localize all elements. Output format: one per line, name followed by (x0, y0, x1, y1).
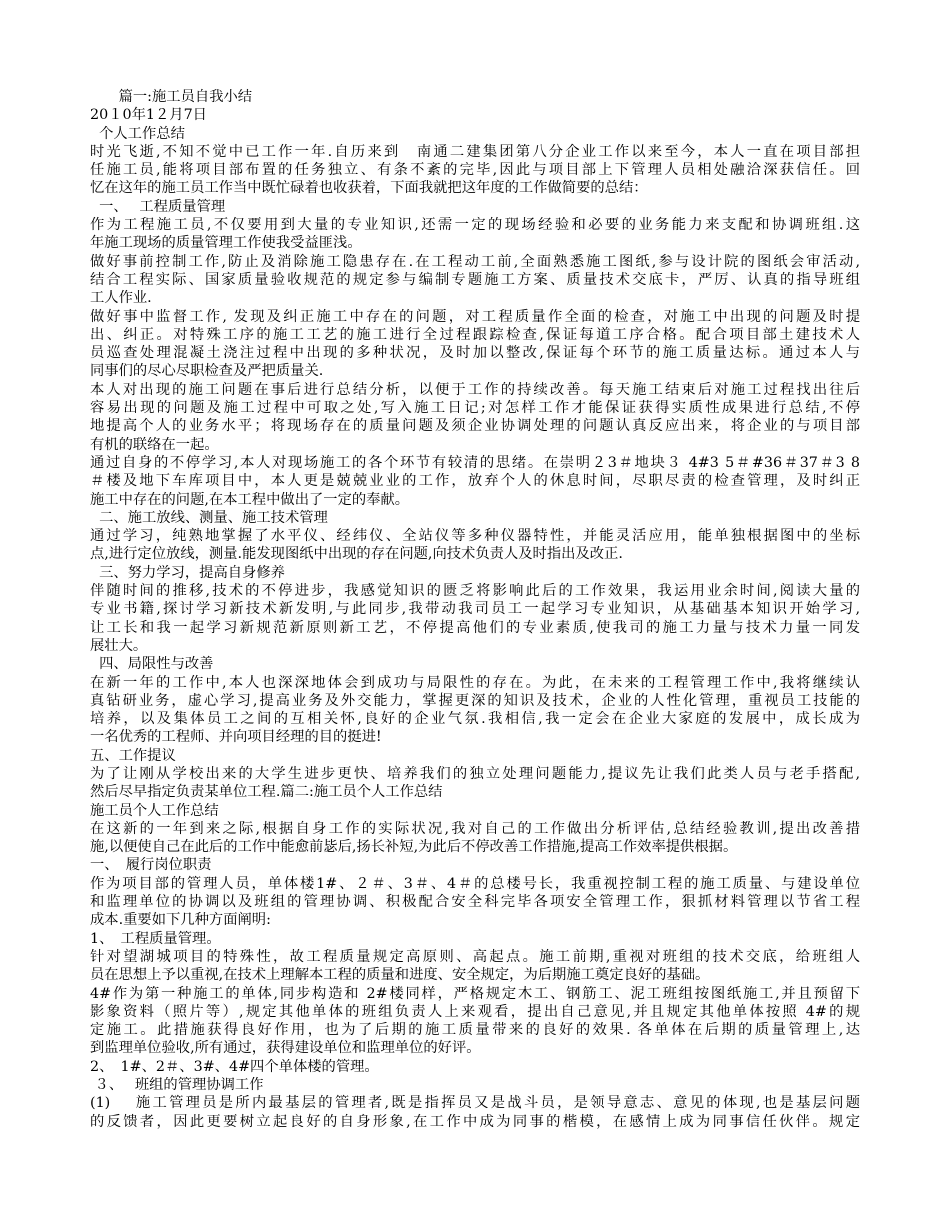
text-line: 员巡查处理混凝土浇注过程中出现的多种状况，及时加以整改,保证每个环节的施工质量达标。通过本人与 (90, 345, 860, 362)
text-line: 1、 工程质量管理。 (90, 930, 221, 947)
text-line: 地提高个人的业务水平；将现场存在的质量问题及须企业协调处理的问题认真反应出来，将企业的与项目部 (90, 418, 860, 435)
text-line: 四、局限性与改善 (90, 656, 214, 673)
text-line: 培养，以及集体员工之间的互相关怀,良好的企业气氛.我相信,我一定会在企业大家庭的发展中，成长成为 (90, 711, 860, 728)
text-line: 为了让刚从学校出来的大学生进步更快、培养我们的独立处理问题能力,提议先让我们此类人员与老手搭配, (90, 765, 860, 782)
text-line: 本人对出现的施工问题在事后进行总结分析，以便于工作的持续改善。每天施工结束后对施工过程找出往后 (90, 381, 860, 398)
text-line: 一名优秀的工程师、并向项目经理的目的挺进! (90, 729, 382, 746)
text-line: 忆在这年的施工员工作当中既忙碌着也收获着，下面我就把这年度的工作做简要的总结： (90, 180, 648, 197)
text-line: 工人作业. (90, 290, 152, 307)
text-line: 的反馈者，因此更要树立起良好的自身形象,在工作中成为同事的楷模，在感情上成为同事信任伙伴。规定 (90, 1113, 860, 1130)
text-line: 三、努力学习，提高自身修养 (90, 564, 285, 581)
text-line: 和监理单位的协调以及班组的管理协调、积极配合安全科完毕各项安全管理工作，狠抓材料管理以节省工程 (90, 894, 860, 911)
text-line: 容易出现的问题及施工过程中可取之处,写入施工日记;对怎样工作才能保证获得实质性成果进行总结,不停 (90, 400, 860, 417)
text-line: 到监理单位验收,所有通过，获得建设单位和监理单位的好评。 (90, 1040, 481, 1057)
text-line: 一、 履行岗位职责 (90, 857, 212, 874)
text-line: 年施工现场的质量管理工作使我受益匪浅。 (90, 235, 362, 252)
text-line: 有机的联络在一起。 (90, 436, 219, 453)
text-line: 二、施工放线、测量、施工技术管理 (90, 509, 328, 526)
text-line: 成本.重要如下几种方面阐明: (90, 912, 271, 929)
text-line: 点,进行定位放线，测量.能发现图纸中出现的存在问题,向技术负责人及时指出及改正. (90, 546, 623, 563)
text-line: 2、 1#、2＃、3#、4#四个单体楼的管理。 (90, 1058, 379, 1075)
text-line: 4#作为第一种施工的单体,同步构造和 2#楼同样，严格规定木工、钢筋工、泥工班组按图纸施工,并且预留下 (90, 985, 860, 1002)
text-line: 五、工作提议 (90, 747, 176, 764)
text-line: 专业书籍,探讨学习新技术新发明,与此同步,我带动我司员工一起学习专业知识，从基础基本知识开始学习, (90, 601, 860, 618)
text-line: 施工中存在的问题,在本工程中做出了一定的奉献。 (90, 491, 410, 508)
text-line: 一、 工程质量管理 (90, 198, 226, 215)
document-body (90, 88, 860, 1131)
text-line: 出、纠正。对特殊工序的施工工艺的施工进行全过程跟踪检查,保证每道工序合格。配合项目部土建技术人 (90, 326, 860, 343)
text-line: 任施工员,能将项目部布置的任务独立、有条不紊的完毕,因此与项目部上下管理人员相处融洽深获信任。回 (90, 162, 860, 179)
text-line: 影象资料（照片等）,规定其他单体的班组负责人上来观看，提出自己意见,并且规定其他单体按照 4#的规 (90, 1003, 860, 1020)
text-line: 施工员个人工作总结 (90, 802, 219, 819)
text-line: 在这新的一年到来之际,根据自身工作的实际状况,我对自己的工作做出分析评估,总结经验教训,提出改善措 (90, 820, 860, 837)
text-line: 做好事中监督工作, 发现及纠正施工中存在的问题，对工程质量作全面的检查，对施工中出现的问题及时提 (90, 308, 860, 325)
text-line: 让工长和我一起学习新规范新原则新工艺，不停提高他们的专业素质,使我司的施工力量与技术力量一同发 (90, 619, 860, 636)
text-line: 个人工作总结 (90, 125, 185, 142)
text-line: 在新一年的工作中,本人也深深地体会到成功与局限性的存在。为此，在未来的工程管理工作中,我将继续认 (90, 674, 860, 691)
text-line: 展壮大。 (90, 637, 148, 654)
text-line: 篇一:施工员自我小结 (90, 89, 253, 105)
text-line: 定施工。此措施获得良好作用，也为了后期的施工质量带来的良好的效果. 各单体在后期的质量管理上,达 (90, 1022, 860, 1039)
text-line: 施,以便使自己在此后的工作中能愈前毖后,扬长补短,为此后不停改善工作措施,提高工作效率提供根据。 (90, 839, 738, 856)
text-line: 伴随时间的推移,技术的不停进步，我感觉知识的匮乏将影响此后的工作效果，我运用业余时间,阅读大量的 (90, 583, 860, 600)
text-line: 同事们的尽心尽职检查及严把质量关. (90, 363, 324, 380)
text-line: 作为工程施工员,不仅要用到大量的专业知识,还需一定的现场经验和必要的业务能力来支配和协调班组.这 (90, 217, 860, 234)
text-line: 20１0年1２月7日 (90, 107, 207, 124)
text-line: 员在思想上予以重视,在技术上理解本工程的质量和进度、安全规定，为后期施工奠定良好的基础。 (90, 967, 710, 984)
text-line: 作为项目部的管理人员，单体楼1#、２＃、3＃、4＃的总楼号长，我重视控制工程的施工质量、与建设单位 (90, 875, 860, 892)
text-line: 针对望湖城项目的特殊性，故工程质量规定高原则、高起点。施工前期,重视对班组的技术交底，给班组人 (90, 948, 860, 965)
text-line: 通过学习，纯熟地掌握了水平仪、经纬仪、全站仪等多种仪器特性，并能灵活应用，能单独根据图中的坐标 (90, 528, 860, 545)
text-line: 然后尽早指定负责某单位工程.篇二:施工员个人工作总结 (90, 784, 443, 801)
text-line: (1) 施工管理员是所内最基层的管理者,既是指挥员又是战斗员，是领导意志、意见的体现,也是基层问题 (90, 1095, 860, 1112)
text-line: 做好事前控制工作,防止及消除施工隐患存在.在工程动工前,全面熟悉施工图纸,参与设计院的图纸会审活动, (90, 253, 860, 270)
text-line: 通过自身的不停学习,本人对现场施工的各个环节有较清的思绪。在崇明２3＃地块３ 4#3 5＃#36＃37＃3 8 (90, 454, 861, 471)
text-line: 时光飞逝,不知不觉中已工作一年.自历来到 南通二建集团第八分企业工作以来至今，本人一直在项目部担 (90, 143, 860, 160)
text-line: ＃楼及地下车库项目中，本人更是兢兢业业的工作，放弃个人的休息时间，尽职尽责的检查管理，及时纠正 (90, 473, 860, 490)
text-line: 结合工程实际、国家质量验收规范的规定参与编制专题施工方案、质量技术交底卡，严厉、认真的指导班组 (90, 271, 860, 288)
text-line: ３、 班组的管理协调工作 (90, 1077, 264, 1094)
text-line: 真钻研业务，虚心学习,提高业务及外交能力，掌握更深的知识及技术，企业的人性化管理，重视员工技能的 (90, 692, 860, 709)
